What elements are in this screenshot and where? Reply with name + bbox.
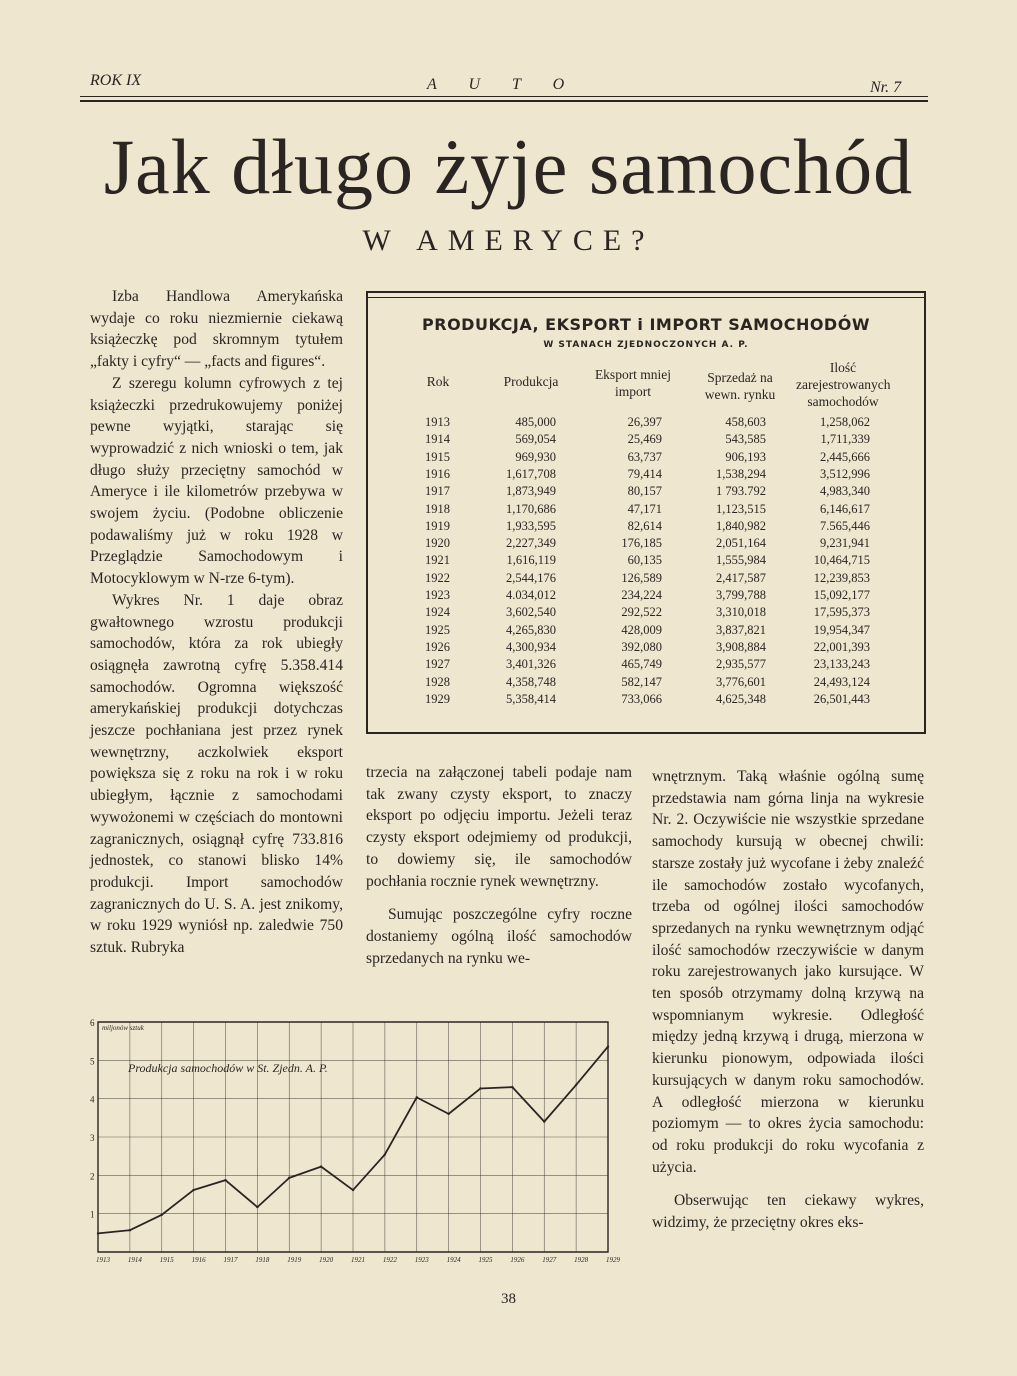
table-cell-year: 1921 (425, 553, 450, 568)
table-row (368, 519, 924, 536)
table-row (368, 675, 924, 692)
table-cell-year: 1922 (425, 570, 450, 585)
table-cell-export: 82,614 (627, 518, 662, 533)
table-row (368, 450, 924, 467)
table-cell-year: 1918 (425, 501, 450, 516)
table-cell-production: 1,933,595 (506, 518, 556, 533)
x-tick-label: 1926 (510, 1256, 525, 1264)
table-row (368, 657, 924, 674)
page-title: Jak długo żyje samochód (103, 123, 914, 210)
table-cell-year: 1920 (425, 536, 450, 551)
table-cell-domestic: 1,555,984 (716, 553, 766, 568)
left-column (90, 286, 343, 959)
data-point (607, 1045, 609, 1047)
table-cell-domestic: 3,776,601 (716, 674, 766, 689)
table-header-domestic-sales: Sprzedaż na wewn. rynku (704, 370, 776, 402)
paragraph: Obserwując ten ciekawy wykres, widzimy, że przeciętny okres eks- (652, 1192, 924, 1232)
table-row (368, 571, 924, 588)
data-point (97, 1232, 99, 1234)
table-cell-production: 3,401,326 (506, 657, 556, 672)
table-row (368, 467, 924, 484)
chart-title: Produkcja samochodów w St. Zjedn. A. P. (128, 1060, 328, 1075)
table-header-year: Rok (426, 374, 450, 389)
table-cell-domestic: 2,935,577 (716, 657, 766, 672)
table-cell-export: 582,147 (621, 674, 662, 689)
data-point (129, 1229, 131, 1231)
table-cell-export: 733,066 (621, 691, 662, 706)
table-header-export: Eksport mniej import (594, 367, 672, 399)
table-cell-domestic: 3,310,018 (716, 605, 766, 620)
x-tick-label: 1929 (606, 1256, 620, 1264)
table-cell-domestic: 2,417,587 (716, 570, 766, 585)
table-cell-production: 969,930 (515, 449, 556, 464)
table-cell-registered: 2,445,666 (820, 449, 870, 464)
data-point (384, 1153, 386, 1155)
table-cell-domestic: 906,193 (725, 449, 766, 464)
table-cell-production: 3,602,540 (506, 605, 556, 620)
middle-column (366, 762, 632, 969)
table-cell-production: 569,054 (515, 432, 556, 447)
data-point (543, 1120, 545, 1122)
table-cell-registered: 15,092,177 (813, 588, 870, 602)
table-cell-registered: 9,231,941 (820, 536, 870, 551)
table-row (368, 536, 924, 553)
table-cell-production: 4,358,748 (506, 674, 556, 689)
table-cell-registered: 7.565,446 (820, 518, 870, 533)
table-row (368, 692, 924, 709)
header-issue: Nr. 7 (870, 79, 902, 96)
table-cell-year: 1915 (425, 449, 450, 464)
paragraph: trzecia na załączonej tabeli podaje nam tak zwany czysty eksport, to znaczy eksport po odjęciu importu. Jeżeli teraz czysty eksport odejmiemy od produkcji, to dowiemy się, ile samochodów pochłania rocznie rynek wewnętrzny. (366, 764, 632, 890)
table-cell-export: 465,749 (621, 657, 662, 672)
x-tick-label: 1928 (574, 1256, 589, 1264)
y-tick-label: 5 (90, 1056, 95, 1067)
table-subtitle: W STANACH ZJEDNOCZONYCH A. P. (543, 340, 749, 350)
paragraph: Izba Handlowa Amerykańska wydaje co roku niezmiernie ciekawą książeczkę pod skromnym tytułem „fakty i cyfry“ — „facts and figures“. (90, 288, 343, 371)
table-cell-year: 1919 (425, 518, 450, 533)
x-tick-label: 1920 (319, 1256, 334, 1264)
table-cell-export: 80,157 (627, 484, 662, 499)
table-cell-export: 428,009 (621, 622, 662, 637)
table-cell-domestic: 2,051,164 (716, 536, 766, 551)
table-cell-export: 392,080 (621, 639, 662, 654)
paragraph: Sumując poszczególne cyfry roczne dostaniemy ogólną ilość samochodów sprzedanych na rynku we- (366, 906, 632, 967)
data-point (416, 1096, 418, 1098)
x-tick-label: 1919 (287, 1256, 302, 1264)
y-tick-label: 3 (90, 1133, 95, 1143)
y-tick-label: 6 (90, 1018, 95, 1028)
table-cell-domestic: 1,538,294 (716, 466, 766, 481)
table-cell-domestic: 4,625,348 (716, 691, 766, 706)
table-cell-registered: 1,258,062 (820, 415, 870, 429)
table-cell-production: 1,873,949 (506, 484, 556, 499)
data-point (352, 1189, 354, 1191)
x-tick-label: 1927 (542, 1256, 557, 1264)
table-cell-registered: 26,501,443 (813, 691, 870, 706)
right-column (652, 766, 924, 1234)
table-cell-registered: 24,493,124 (813, 674, 870, 689)
x-tick-label: 1916 (191, 1256, 206, 1264)
data-point (288, 1177, 290, 1179)
table-cell-registered: 10,464,715 (813, 553, 870, 568)
table-cell-registered: 12,239,853 (813, 570, 870, 585)
header-magazine-name: A U T O (427, 76, 579, 93)
table-cell-export: 63,737 (627, 449, 662, 464)
page-subtitle: W AMERYCE? (362, 224, 655, 257)
data-point (161, 1214, 163, 1216)
x-tick-label: 1925 (478, 1256, 493, 1264)
data-point (479, 1087, 481, 1089)
data-point (224, 1179, 226, 1181)
y-axis-label: miljonów sztuk (102, 1024, 144, 1032)
table-row (368, 588, 924, 605)
header-volume: ROK IX (90, 72, 142, 89)
x-tick-label: 1921 (351, 1256, 365, 1264)
y-tick-label: 1 (90, 1209, 95, 1220)
table-cell-export: 176,185 (621, 536, 662, 551)
x-tick-label: 1915 (159, 1256, 174, 1264)
table-cell-production: 4,300,934 (506, 639, 556, 654)
x-tick-label: 1924 (446, 1256, 461, 1264)
table-cell-domestic: 1 793.792 (716, 484, 766, 499)
x-tick-label: 1917 (223, 1256, 238, 1264)
data-point (256, 1206, 258, 1208)
table-row (368, 553, 924, 570)
table-cell-year: 1916 (425, 466, 450, 481)
table-cell-year: 1927 (425, 657, 450, 672)
x-tick-label: 1914 (127, 1256, 142, 1264)
x-tick-label: 1922 (382, 1256, 397, 1264)
table-row (368, 623, 924, 640)
table-cell-year: 1917 (425, 484, 450, 499)
table-cell-domestic: 1,840,982 (716, 518, 766, 533)
table-cell-domestic: 543,585 (725, 432, 766, 447)
table-cell-export: 26,397 (627, 415, 662, 429)
table-cell-year: 1925 (425, 622, 450, 637)
table-cell-production: 4,265,830 (506, 622, 556, 637)
paragraph: Wykres Nr. 1 daje obraz gwałtownego wzrostu produkcji samochodów, która za rok ubiegły osiągnęła zawrotną cyfrę 5.358.414 samochodów. Ogromna większość amerykańskiej produkcji dotychczas jeszcze pochłaniana jest przez rynek wewnętrzny, aczkolwiek eksport powiększa się z roku na rok i w roku ubiegłym, łącznie z samochodami wywożonemi w częściach do montowni zagranicznych, osiągnął cyfrę 733.816 jednostek, co stanowi blisko 14% produkcji. Import samochodów zagranicznych do U. S. A. jest znikomy, w roku 1929 wyniósł np. zaledwie 750 sztuk. Rubryka (90, 591, 343, 957)
table-cell-year: 1923 (425, 588, 450, 602)
table-cell-domestic: 3,837,821 (716, 622, 766, 637)
table-cell-export: 292,522 (621, 605, 662, 620)
table-cell-domestic: 1,123,515 (716, 501, 766, 516)
paragraph: Z szeregu kolumn cyfrowych z tej książeczki przedrukowujemy poniżej pewne wyjątki, starając się wyprowadzić z nich wnioski o tem, jak długo służy przeciętny samochód w Ameryce i ile kilometrów przebywa w swojem życiu. (Podobne obliczenie podawaliśmy już w roku 1928 w Przeglądzie Samochodowym i Motocyklowym w N-rze 6-tym). (90, 374, 343, 588)
y-tick-label: 2 (90, 1171, 95, 1182)
table-row (368, 415, 924, 432)
x-tick-label: 1923 (414, 1256, 429, 1264)
table-cell-export: 79,414 (627, 466, 662, 481)
table-cell-registered: 19,954,347 (813, 622, 870, 637)
table-cell-domestic: 3,908,884 (716, 639, 766, 654)
x-tick-label: 1918 (255, 1256, 270, 1264)
table-cell-domestic: 458,603 (725, 415, 766, 429)
table-cell-export: 234,224 (621, 588, 662, 602)
page-number: 38 (501, 1291, 516, 1307)
table-cell-export: 25,469 (627, 432, 662, 447)
table-row (368, 605, 924, 622)
table-cell-production: 4.034,012 (506, 588, 556, 602)
y-tick-label: 4 (90, 1094, 95, 1105)
table-cell-year: 1928 (425, 674, 450, 689)
table-cell-registered: 22,001,393 (813, 639, 870, 654)
data-point (575, 1084, 577, 1086)
production-chart (88, 1016, 620, 1266)
table-cell-year: 1924 (425, 605, 450, 620)
data-point (511, 1086, 513, 1088)
data-point (320, 1165, 322, 1167)
table-cell-registered: 4,983,340 (820, 484, 870, 499)
table-cell-production: 1,170,686 (506, 501, 556, 516)
table-cell-production: 1,617,708 (506, 466, 556, 481)
data-point (192, 1189, 194, 1191)
table-top-rule (366, 297, 926, 298)
table-cell-export: 126,589 (621, 570, 662, 585)
table-cell-production: 1,616,119 (506, 553, 556, 568)
table-cell-production: 2,544,176 (506, 570, 556, 585)
table-cell-year: 1929 (425, 691, 450, 706)
table-row (368, 640, 924, 657)
header-rule-thick (80, 100, 928, 102)
table-cell-registered: 1,711,339 (820, 432, 870, 447)
header-rule (80, 96, 928, 97)
table-cell-production: 485,000 (515, 415, 556, 429)
table-cell-year: 1913 (425, 415, 450, 429)
table-row (368, 502, 924, 519)
table-cell-export: 47,171 (627, 501, 662, 516)
data-point (447, 1113, 449, 1115)
table-cell-registered: 3,512,996 (820, 466, 870, 481)
table-cell-production: 2,227,349 (506, 536, 556, 551)
paragraph: wnętrznym. Taką właśnie ogólną sumę przedstawia nam górna linja na wykresie Nr. 2. Oczywiście nie wszystkie sprzedane samochody kursują w obecnej chwili: starsze zostały już wycofane i żeby znaleźć ile samochodów zostało wycofanych, trzeba od ogólnej ilości samochodów sprzedanych na rynku wewnętrznym odjąć ilość samochodów rzeczywiście w danym roku zarejestrowanych jako kursujące. W ten sposób otrzymamy dolną krzywą na wspomnianym wykresie. Odległość między jedną krzywą i drugą, mierzona w kierunku pionowym, odpowiada ilości kursujących w danym roku samochodów. A odległość mierzona w kierunku poziomym — to okres życia samochodu: od roku produkcji do roku wycofania z użycia. (652, 768, 924, 1176)
table-cell-export: 60,135 (627, 553, 662, 568)
table-row (368, 484, 924, 501)
table-cell-registered: 6,146,617 (820, 501, 870, 516)
table-cell-domestic: 3,799,788 (716, 588, 766, 602)
table-cell-registered: 17,595,373 (813, 605, 870, 620)
table-cell-year: 1926 (425, 639, 450, 654)
table-header-registered: Ilość zarejestrowanych samochodów (796, 360, 891, 409)
table-cell-production: 5,358,414 (506, 691, 556, 706)
table-cell-registered: 23,133,243 (813, 657, 870, 672)
table-header-production: Produkcja (503, 374, 559, 389)
production-table (366, 291, 926, 734)
x-tick-label: 1913 (96, 1256, 110, 1264)
table-title: PRODUKCJA, EKSPORT i IMPORT SAMOCHODÓW (422, 315, 870, 334)
table-row (368, 432, 924, 449)
table-cell-year: 1914 (425, 432, 450, 447)
